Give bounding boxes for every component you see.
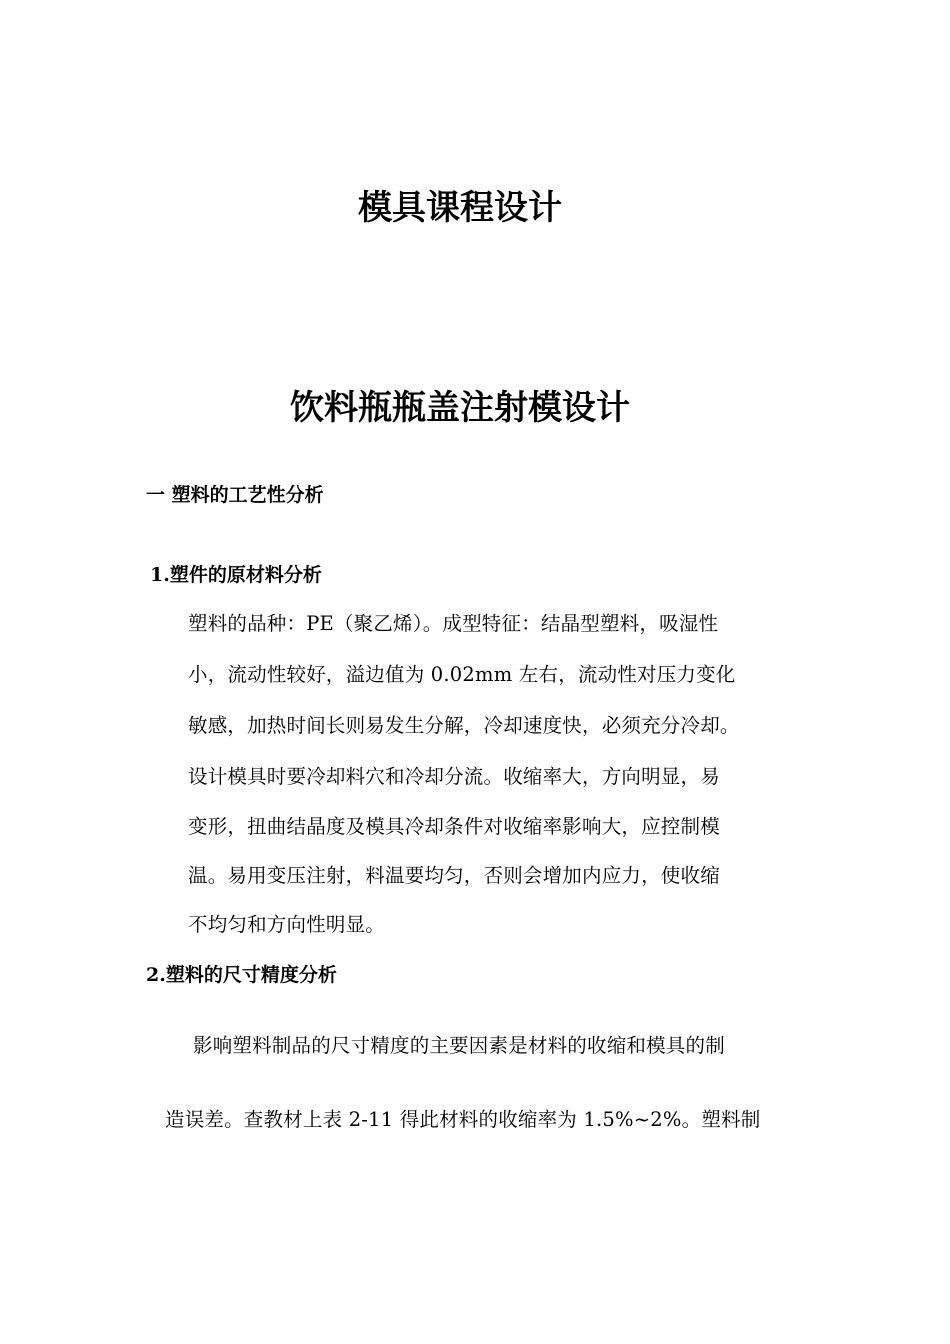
course-title: 模具课程设计 — [358, 188, 562, 228]
paragraph-line: 敏感，加热时间长则易发生分解，冷却速度快，必须充分冷却。 — [188, 714, 740, 737]
paragraph-line: 变形，扭曲结晶度及模具冷却条件对收缩率影响大，应控制模 — [188, 815, 720, 838]
paragraph-line: 塑料的品种：PE（聚乙烯）。成型特征：结晶型塑料，吸湿性 — [188, 612, 719, 635]
section-heading: 一 塑料的工艺性分析 — [146, 484, 324, 506]
paragraph-line: 影响塑料制品的尺寸精度的主要因素是材料的收缩和模具的制 — [193, 1034, 725, 1057]
paragraph-line: 不均匀和方向性明显。 — [188, 913, 386, 936]
subsection-heading-dimensions: 2.塑料的尺寸精度分析 — [146, 964, 337, 986]
subsection-heading-materials: 1.塑件的原材料分析 — [150, 564, 322, 586]
paragraph-line: 设计模具时要冷却料穴和冷却分流。收缩率大，方向明显，易 — [188, 765, 720, 788]
design-title: 饮料瓶瓶盖注射模设计 — [290, 388, 630, 428]
paragraph-line: 温。易用变压注射，料温要均匀，否则会增加内应力，使收缩 — [188, 864, 720, 887]
paragraph-line: 造误差。查教材上表 2-11 得此材料的收缩率为 1.5%~2%。塑料制 — [165, 1108, 761, 1131]
paragraph-line: 小，流动性较好，溢边值为 0.02mm 左右，流动性对压力变化 — [188, 663, 736, 686]
